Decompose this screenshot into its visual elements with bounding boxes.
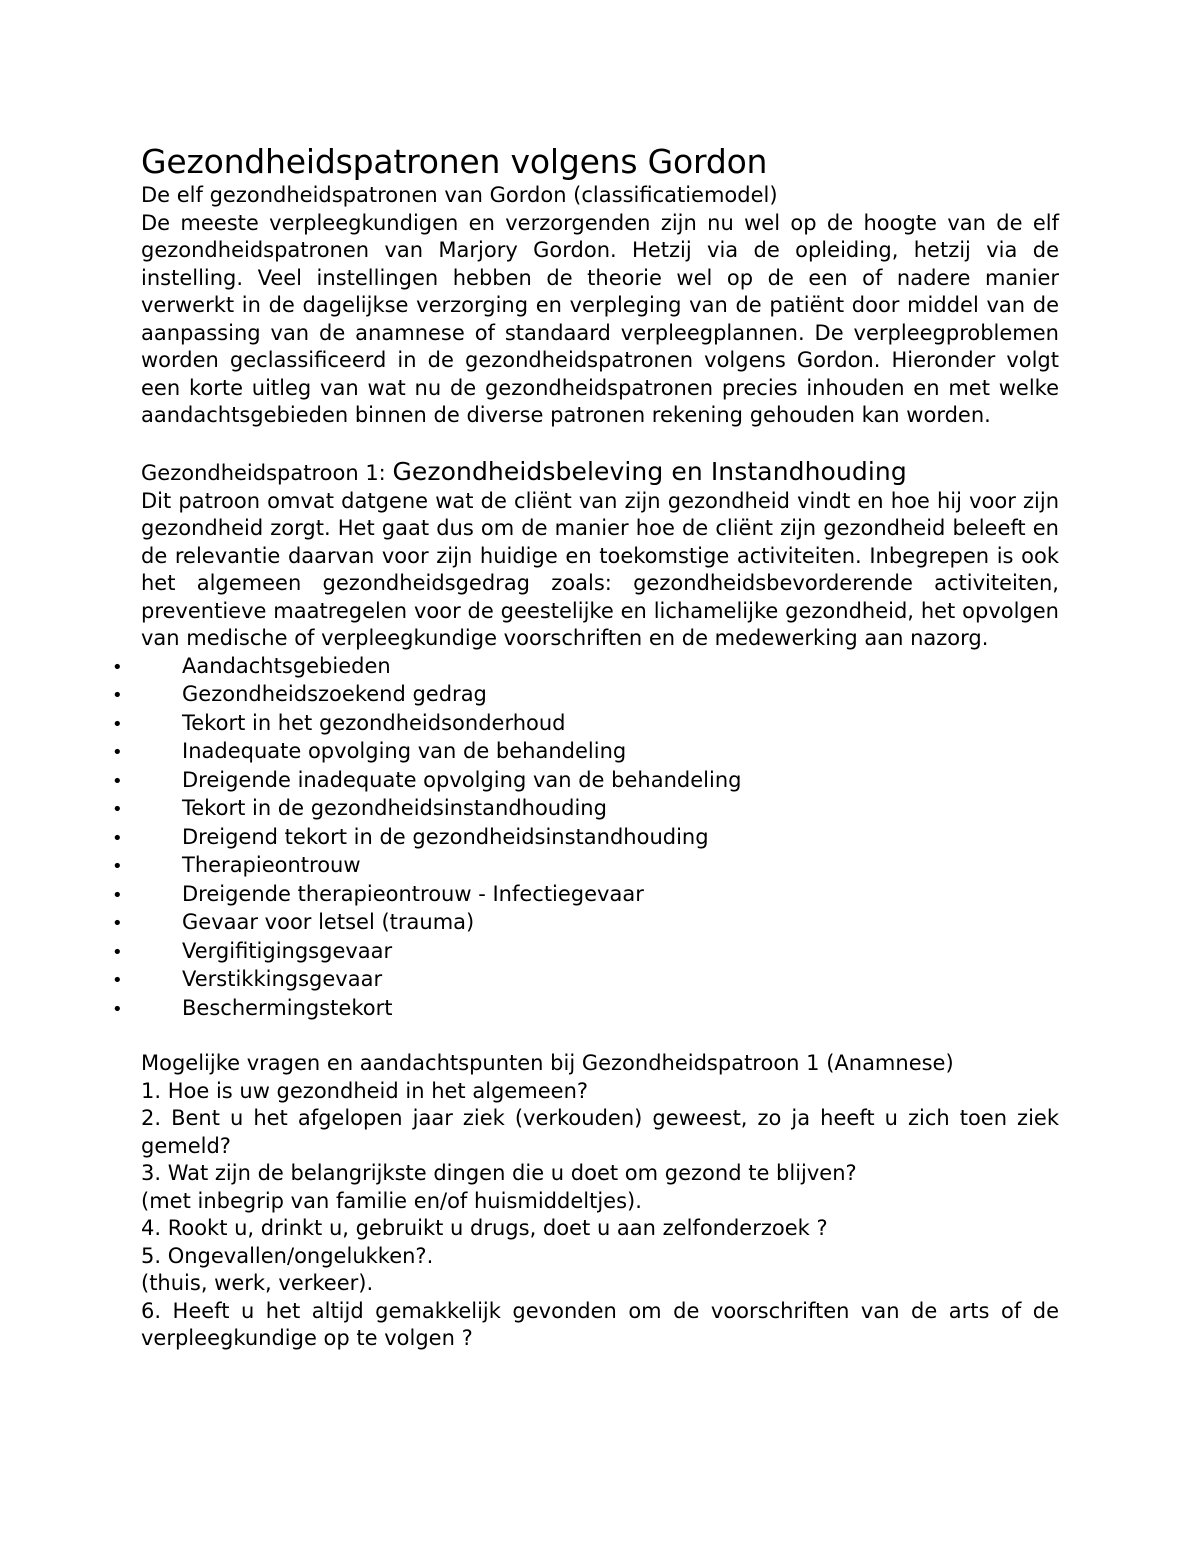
bullet-icon: •	[112, 799, 123, 820]
questions-block	[141, 1050, 1059, 1353]
bullet-icon: •	[112, 685, 123, 706]
section-heading	[141, 457, 1059, 488]
list-item	[112, 881, 1030, 910]
bullet-icon: •	[112, 827, 123, 849]
intro-paragraph: De meeste verpleegkundigen en verzorgenden zijn nu wel op de hoogte van de elf gezondheidspatronen van Marjory Gordon. Hetzij via de opleiding, hetzij via de instelling. Veel instellingen hebben de theorie wel op de een of nadere manier verwerkt in de dagelijkse verzorging en verpleging van de patiënt door middel van de aanpassing van de anamnese of standaard verpleegplannen. De verpleegproblemen worden geclassificeerd in de gezondheidspatronen volgens Gordon. Hieronder volgt een korte uitleg van wat nu de gezondheidspatronen precies inhouden en met welke aandachtsgebieden binnen de diverse patronen rekening gehouden kan worden.	[141, 210, 1059, 427]
list-item-text: Gezondheidszoekend gedrag	[182, 682, 487, 706]
document-title: Gezondheidspatronen volgens Gordon	[141, 142, 768, 181]
question-line: 1. Hoe is uw gezondheid in het algemeen?	[141, 1078, 589, 1103]
list-item-text: Dreigende inadequate opvolging van de behandeling	[182, 767, 742, 792]
list-item-text: Therapieontrouw	[182, 853, 361, 877]
list-item	[112, 710, 1030, 739]
list-item	[112, 795, 1030, 824]
section-prefix: Gezondheidspatroon 1:	[141, 460, 393, 485]
list-item	[112, 852, 1030, 881]
list-item-text: Verstikkingsgevaar	[182, 967, 383, 991]
question-line: 2. Bent u het afgelopen jaar ziek (verkouden) geweest, zo ja heeft u zich toen ziek gemeld?	[141, 1106, 1059, 1158]
list-item-text: Dreigende therapieontrouw - Infectiegevaar	[182, 881, 644, 906]
bullet-icon: •	[112, 998, 123, 1020]
question-line: 4. Rookt u, drinkt u, gebruikt u drugs, doet u aan zelfonderzoek ?	[141, 1216, 828, 1240]
question-line: 5. Ongevallen/ongelukken?.	[141, 1243, 434, 1268]
bullet-icon: •	[112, 913, 123, 934]
list-item-text: Aandachtsgebieden	[182, 653, 391, 678]
bullet-icon: •	[112, 713, 123, 735]
document-page	[112, 142, 1059, 1353]
list-item	[112, 767, 1030, 796]
bullet-icon: •	[112, 742, 123, 763]
bullet-icon: •	[112, 770, 123, 792]
bullet-icon: •	[112, 941, 123, 963]
document-subtitle: De elf gezondheidspatronen van Gordon (classificatiemodel)	[141, 183, 778, 207]
list-item	[112, 681, 1030, 710]
spacer	[141, 1023, 1059, 1050]
list-item	[112, 938, 1030, 967]
list-item	[112, 995, 1030, 1024]
list-item	[112, 824, 1030, 853]
section-paragraph: Dit patroon omvat datgene wat de cliënt van zijn gezondheid vindt en hoe hij voor zijn gezondheid zorgt. Het gaat dus om de manier hoe de cliënt zijn gezondheid beleeft en de relevantie daarvan voor zijn huidige en toekomstige activiteiten. Inbegrepen is ook het algemeen gezondheidsgedrag zoals: gezondheidsbevorderende activiteiten, preventieve maatregelen voor de geestelijke en lichamelijke gezondheid, het opvolgen van medische of verpleegkundige voorschriften en de medewerking aan nazorg.	[141, 488, 1059, 650]
questions-heading: Mogelijke vragen en aandachtspunten bij Gezondheidspatroon 1 (Anamnese)	[141, 1051, 954, 1075]
list-item-text: Inadequate opvolging van de behandeling	[182, 739, 627, 763]
bullet-icon: •	[112, 656, 123, 678]
question-line: (met inbegrip van familie en/of huismiddeltjes).	[141, 1188, 642, 1213]
list-item	[112, 653, 1030, 682]
question-line: 6. Heeft u het altijd gemakkelijk gevonden om de voorschriften van de arts of de verpleegkundige op te volgen ?	[141, 1298, 1059, 1350]
list-item-text: Beschermingstekort	[182, 995, 393, 1020]
bullet-icon: •	[112, 884, 123, 906]
list-item-text: Vergifitigingsgevaar	[182, 938, 393, 963]
list-item-text: Dreigend tekort in de gezondheidsinstandhouding	[182, 824, 709, 849]
spacer	[141, 430, 1059, 457]
bullet-icon: •	[112, 856, 123, 877]
bullet-icon: •	[112, 970, 123, 991]
list-item	[112, 909, 1030, 938]
aandachtsgebieden-list	[112, 653, 1030, 1024]
list-item-text: Gevaar voor letsel (trauma)	[182, 910, 475, 934]
question-line: (thuis, werk, verkeer).	[141, 1271, 374, 1295]
list-item	[112, 738, 1030, 767]
question-line: 3. Wat zijn de belangrijkste dingen die u doet om gezond te blijven?	[141, 1161, 857, 1185]
list-item	[112, 966, 1030, 995]
list-item-text: Tekort in het gezondheidsonderhoud	[182, 710, 566, 735]
list-item-text: Tekort in de gezondheidsinstandhouding	[182, 796, 607, 820]
section-title: Gezondheidsbeleving en Instandhouding	[392, 456, 907, 486]
